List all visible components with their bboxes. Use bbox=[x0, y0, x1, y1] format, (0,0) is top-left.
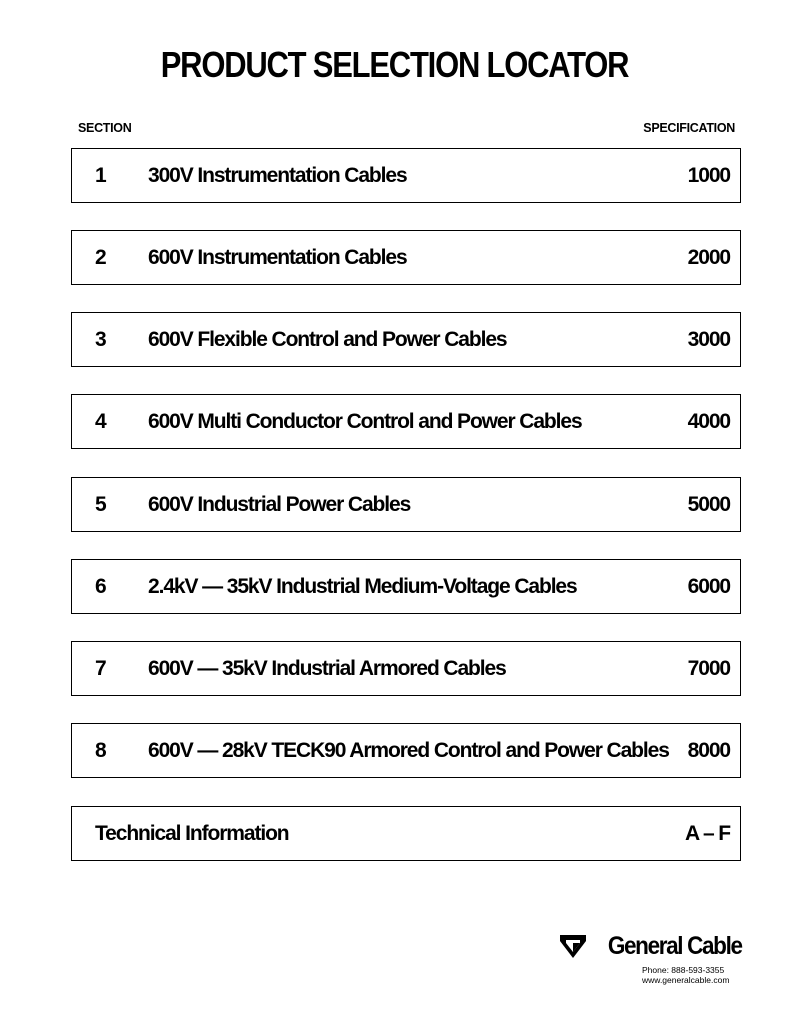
section-number: 1 bbox=[95, 164, 106, 187]
section-number: 7 bbox=[95, 657, 106, 680]
section-name: 2.4kV — 35kV Industrial Medium-Voltage Cables bbox=[148, 575, 577, 598]
section-row-6[interactable] bbox=[71, 559, 741, 614]
technical-information-label: Technical Information bbox=[95, 822, 289, 845]
general-cable-logo bbox=[558, 929, 742, 963]
section-number: 4 bbox=[95, 410, 106, 433]
general-cable-logo-icon bbox=[558, 932, 588, 960]
section-row-1[interactable] bbox=[71, 148, 741, 203]
section-number: 8 bbox=[95, 739, 106, 762]
section-number: 2 bbox=[95, 246, 106, 269]
specification-column-header: SPECIFICATION bbox=[643, 121, 735, 135]
specification-number: 4000 bbox=[687, 410, 730, 433]
section-row-3[interactable] bbox=[71, 312, 741, 367]
section-name: 600V Instrumentation Cables bbox=[148, 246, 407, 269]
section-name: 600V — 28kV TECK90 Armored Control and Power Cables bbox=[148, 739, 669, 762]
section-name: 300V Instrumentation Cables bbox=[148, 164, 407, 187]
page-title: PRODUCT SELECTION LOCATOR bbox=[160, 44, 629, 85]
specification-number: 5000 bbox=[687, 493, 730, 516]
contact-info bbox=[642, 965, 742, 985]
section-number: 6 bbox=[95, 575, 106, 598]
technical-information-row[interactable] bbox=[71, 806, 741, 861]
section-name: 600V Industrial Power Cables bbox=[148, 493, 411, 516]
phone-number: Phone: 888-593-3355 bbox=[642, 965, 725, 975]
website-link[interactable]: www.generalcable.com bbox=[642, 975, 730, 985]
section-column-header: SECTION bbox=[78, 121, 132, 135]
section-row-4[interactable] bbox=[71, 394, 741, 449]
section-number: 3 bbox=[95, 328, 106, 351]
specification-number: 2000 bbox=[687, 246, 730, 269]
section-row-8[interactable] bbox=[71, 723, 741, 778]
section-row-2[interactable] bbox=[71, 230, 741, 285]
section-row-7[interactable] bbox=[71, 641, 741, 696]
section-row-5[interactable] bbox=[71, 477, 741, 532]
section-name: 600V — 35kV Industrial Armored Cables bbox=[148, 657, 506, 680]
specification-number: 6000 bbox=[687, 575, 730, 598]
logo-wordmark: General Cable bbox=[608, 931, 742, 960]
technical-information-range: A – F bbox=[684, 822, 730, 845]
section-name: 600V Flexible Control and Power Cables bbox=[148, 328, 507, 351]
specification-number: 1000 bbox=[687, 164, 730, 187]
specification-number: 7000 bbox=[687, 657, 730, 680]
section-name: 600V Multi Conductor Control and Power Cables bbox=[148, 410, 582, 433]
section-number: 5 bbox=[95, 493, 106, 516]
specification-number: 3000 bbox=[687, 328, 730, 351]
specification-number: 8000 bbox=[687, 739, 730, 762]
